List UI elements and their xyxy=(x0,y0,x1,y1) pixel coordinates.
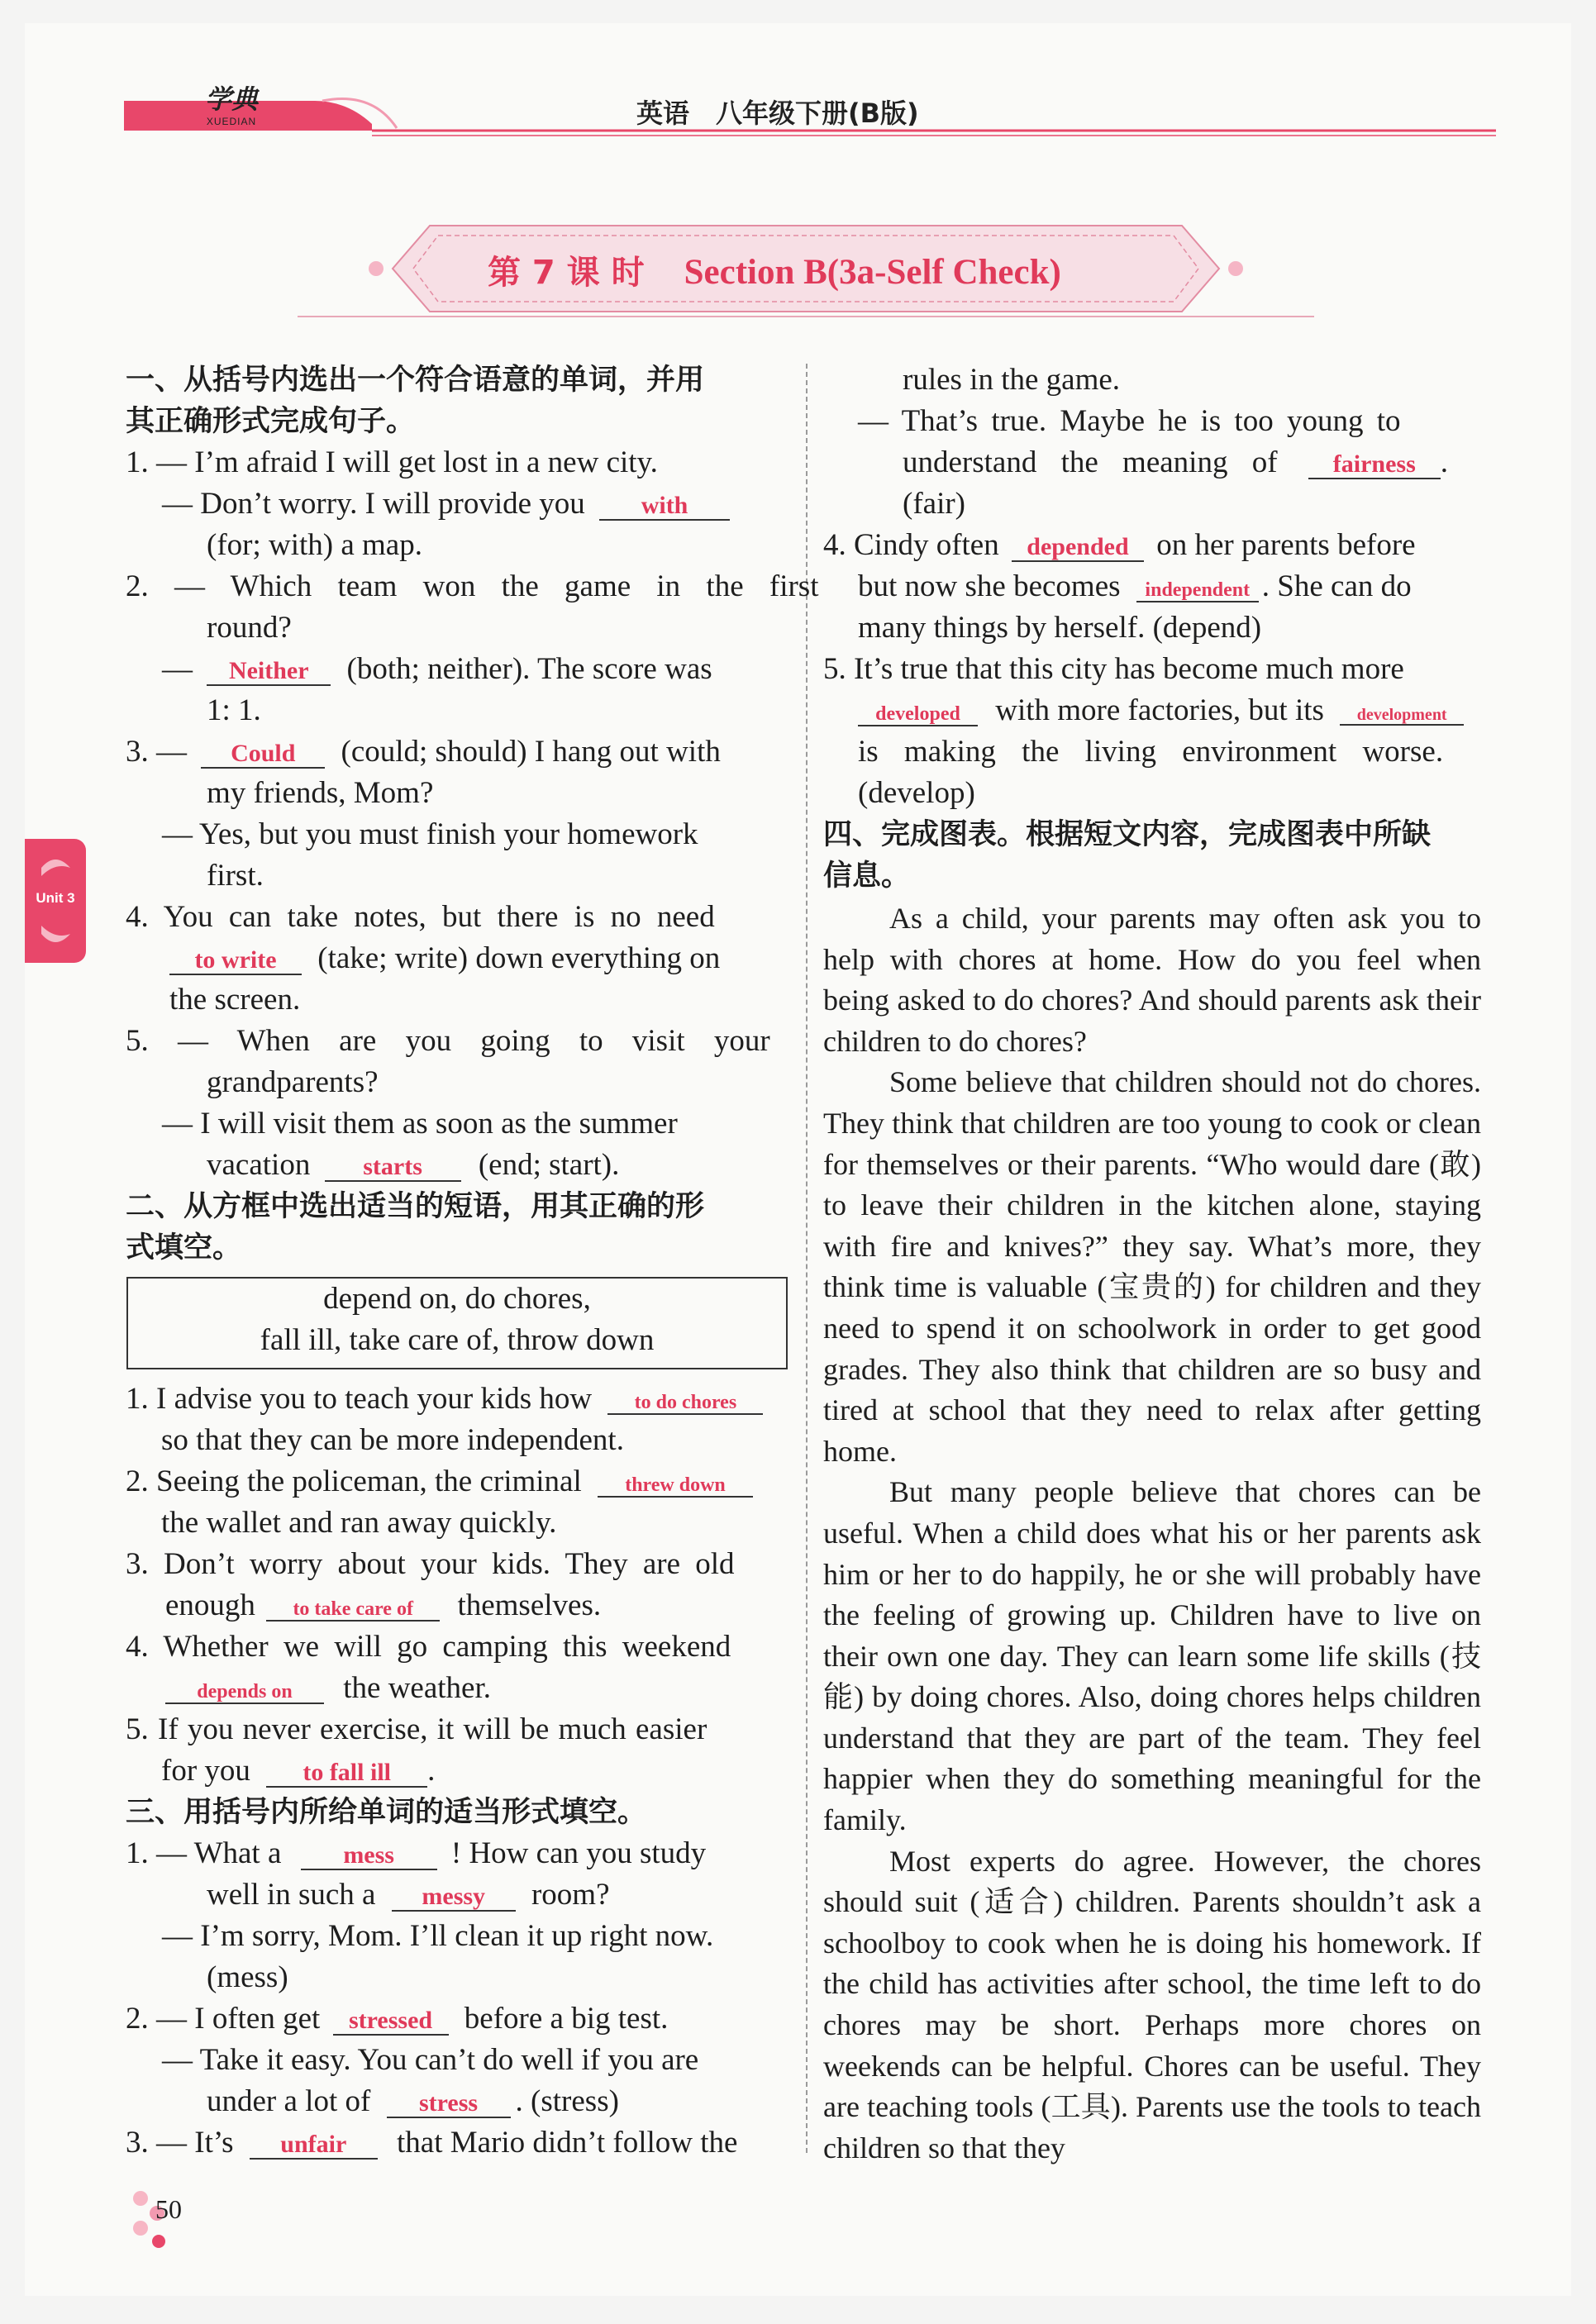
answer-blank: Could xyxy=(201,741,325,769)
p3-q3-hint: (fair) xyxy=(903,487,965,521)
answer-blank: development xyxy=(1340,707,1464,726)
part3-heading: 三、用括号内所给单词的适当形式填空。 xyxy=(126,1796,647,1829)
answer-blank: depended xyxy=(1012,534,1144,562)
p2-q2-line: 2. Seeing the policeman, the criminal threw down xyxy=(126,1461,753,1503)
logo xyxy=(186,83,277,140)
answer-blank: unfair xyxy=(250,2131,378,2160)
p3-q5-line: 5. It’s true that this city has become much more xyxy=(823,652,1404,686)
p3-q2-response-cont: under a lot of stress . (stress) xyxy=(207,2084,619,2118)
p1-q5-line-cont: grandparents? xyxy=(207,1065,379,1099)
p1-q3-line: 3. — Could (could; should) I hang out with xyxy=(126,735,721,769)
p1-q1-response: — Don’t worry. I will provide you with xyxy=(162,483,730,525)
answer-blank: to fall ill xyxy=(266,1760,427,1788)
p1-q2-line-cont: round? xyxy=(207,611,292,645)
part1-heading-cont: 其正确形式完成句子。 xyxy=(126,405,416,438)
answer-blank: with xyxy=(599,493,730,521)
p3-q4-line-cont: but now she becomes independent . She can do xyxy=(858,569,1412,603)
unit-side-tab xyxy=(25,839,86,963)
p1-q3-response: — Yes, but you must finish your homework xyxy=(162,817,698,851)
p1-q2-score: 1: 1. xyxy=(207,693,261,727)
answer-blank: independent xyxy=(1136,580,1259,602)
p1-q3-line-cont: my friends, Mom? xyxy=(207,776,434,810)
p3-q5-hint: (develop) xyxy=(858,776,975,810)
answer-blank: Neither xyxy=(207,658,331,686)
reading-passage xyxy=(823,898,1481,2169)
p2-q1-line-cont: so that they can be more independent. xyxy=(161,1423,624,1457)
passage-paragraph: Some believe that children should not do chores. They think that children are too young to cook or clean for themselves or their parents. “Who would dare (敢) to leave their children in the kitchen alone, staying with fire and knives?” they say. What’s more, they think time is valuable (宝贵的) for children and they need to spend it on schoolwork in order to get good grades. They also think that children are so busy and tired at school that they need to relax after getting home. xyxy=(823,1065,1481,1468)
phrase-box-line: fall ill, take care of, throw down xyxy=(260,1323,655,1357)
logo-text: 学典 xyxy=(204,83,258,115)
passage-paragraph: But many people believe that chores can be useful. When a child does what his or her parents ask him or her to do happily, he or she will probably have the feeling of growing up. Children have to live on their own one day. They can learn some life skills (技能) by doing chores. Also, doing chores helps children understand that they are part of the team. They feel happier when they do something meaningful for the family. xyxy=(823,1475,1481,1837)
p2-q5-line: 5. If you never exercise, it will be much easier xyxy=(126,1712,707,1746)
p1-q4-line-end: the screen. xyxy=(169,983,301,1017)
answer-blank: messy xyxy=(392,1883,516,1912)
passage-paragraph: As a child, your parents may often ask you to help with chores at home. How do you feel when being asked to do chores? And should parents ask their children to do chores? xyxy=(823,902,1481,1058)
part1-heading: 一、从括号内选出一个符合语意的单词，并用 xyxy=(126,364,705,397)
p2-q4-line-cont: depends on the weather. xyxy=(165,1668,491,1709)
p3-q3-response: — That’s true. Maybe he is too young to xyxy=(858,404,1401,438)
p2-q5-line-cont: for you to fall ill . xyxy=(161,1754,436,1788)
p1-q5-line: 5. — When are you going to visit your xyxy=(126,1024,770,1058)
p3-q1-line-cont: well in such a messy room? xyxy=(207,1878,610,1912)
p3-q5-line-2: is making the living environment worse. xyxy=(858,735,1444,769)
p1-q4-line-cont: to write (take; write) down everything on xyxy=(169,938,720,979)
column-divider xyxy=(806,364,808,2153)
part4-heading-cont: 信息。 xyxy=(823,860,911,893)
phrase-box-line: depend on, do chores, xyxy=(323,1282,591,1316)
p1-q1-options: (for; with) a map. xyxy=(207,528,422,562)
p3-q3-line-cont: rules in the game. xyxy=(903,363,1121,397)
answer-blank: developed xyxy=(858,704,978,726)
p1-q5-response: — I will visit them as soon as the summer xyxy=(162,1107,678,1141)
answer-blank: mess xyxy=(301,1842,437,1870)
p3-q4-line-end: many things by herself. (depend) xyxy=(858,611,1262,645)
p3-q3-line: 3. — It’s unfair that Mario didn’t follow the xyxy=(126,2126,738,2160)
p1-q5-response-cont: vacation starts (end; start). xyxy=(207,1148,620,1182)
p2-q2-line-cont: the wallet and ran away quickly. xyxy=(161,1506,557,1540)
passage-paragraph: Most experts do agree. However, the chores should suit (适合) children. Parents shouldn’t ask a schoolboy to cook when he is doing his homework. If the child has activities after school, the time left to do chores may be short. Perhaps more chores on weekends can be helpful. Chores can be useful. They are teaching tools (工具). Parents use the tools to teach children so that they xyxy=(823,1844,1481,2164)
p3-q3-response-cont: understand the meaning of fairness . xyxy=(903,445,1449,479)
answer-blank: stress xyxy=(387,2090,511,2118)
p1-q1-line: 1. — I’m afraid I will get lost in a new city. xyxy=(126,445,658,479)
p2-q3-line: 3. Don’t worry about your kids. They are old xyxy=(126,1547,735,1581)
phrase-box xyxy=(126,1277,788,1369)
p2-q1-line: 1. I advise you to teach your kids how to do chores xyxy=(126,1379,763,1420)
page-number: 50 xyxy=(155,2194,182,2224)
part2-heading-cont: 式填空。 xyxy=(126,1231,242,1264)
p2-q3-line-cont: enough to take care of themselves. xyxy=(165,1588,602,1622)
p3-q1-line: 1. — What a mess ! How can you study xyxy=(126,1836,707,1870)
book-title: 英语 八年级下册(B版) xyxy=(636,98,919,129)
p1-q2-line: 2. — Which team won the game in the first xyxy=(126,569,819,603)
section-name: Section B(3a-Self Check) xyxy=(684,253,1061,292)
p3-q1-hint: (mess) xyxy=(207,1960,288,1994)
p1-q4-line: 4. You can take notes, but there is no need xyxy=(126,900,715,934)
p1-q2-response: — Neither (both; neither). The score was xyxy=(162,652,712,686)
answer-blank: depends on xyxy=(165,1682,324,1704)
part2-heading: 二、从方框中选出适当的短语，用其正确的形 xyxy=(126,1190,705,1223)
answer-blank: to take care of xyxy=(266,1599,440,1622)
answer-blank: to write xyxy=(169,947,302,975)
answer-blank: stressed xyxy=(333,2007,449,2036)
p1-q3-response-cont: first. xyxy=(207,859,264,893)
unit-label: Unit 3 xyxy=(36,890,75,906)
part4-heading: 四、完成图表。根据短文内容，完成图表中所缺 xyxy=(823,818,1432,851)
answer-blank: starts xyxy=(325,1154,461,1182)
p3-q4-line: 4. Cindy often depended on her parents before xyxy=(823,528,1416,562)
answer-blank: to do chores xyxy=(607,1393,763,1415)
p3-q1-response: — I’m sorry, Mom. I’ll clean it up right now. xyxy=(162,1919,714,1953)
lesson-title xyxy=(488,246,1061,293)
lesson-number: 第 7 课 时 xyxy=(488,254,645,292)
p2-q4-line: 4. Whether we will go camping this weekend xyxy=(126,1630,731,1664)
p3-q5-line-cont: developed with more factories, but its development xyxy=(858,690,1464,731)
logo-subtext: XUEDIAN xyxy=(206,116,257,127)
p3-q2-response: — Take it easy. You can’t do well if you are xyxy=(162,2043,699,2077)
p3-q2-line: 2. — I often get stressed before a big test. xyxy=(126,2002,669,2036)
answer-blank: fairness xyxy=(1308,451,1441,479)
answer-blank: threw down xyxy=(598,1475,753,1498)
